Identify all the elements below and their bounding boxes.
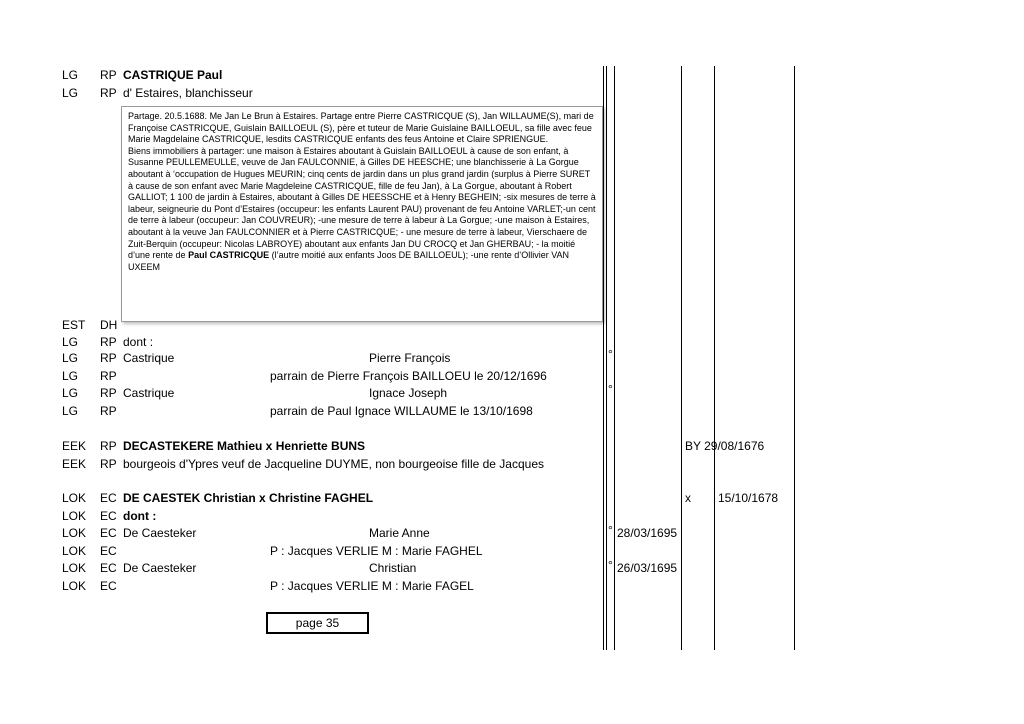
- column-rule-5: [714, 66, 715, 650]
- row-source-code: LOK: [62, 509, 87, 523]
- page-number-box: page 35: [266, 612, 369, 634]
- note-highlight-name: Paul CASTRICQUE: [188, 250, 270, 261]
- row-register-code: EC: [100, 544, 117, 558]
- column-rule-6: [794, 66, 795, 650]
- note-paragraph: Partage. 20.5.1688. Me Jan Le Brun à Estaires. Partage entre Pierre CASTRICQUE (S), Jan WILLAUME(S), mari de Françoise CASTRICQUE, Guislain BAILLOEUL (S), père et tuteur de Marie Guislaine BAILLOEUL, sa fille avec feue Marie Magdelaine CASTRICQUE, lesdits CASTRICQUE enfants des feus Antoine et Claire SPRIENGUE.: [128, 111, 594, 145]
- row-source-code: LOK: [62, 561, 87, 575]
- marriage-symbol: x: [685, 491, 691, 505]
- row-source-code: LG: [62, 404, 79, 418]
- row-register-code: EC: [100, 579, 117, 593]
- row-source-code: EEK: [62, 457, 87, 471]
- row-register-code: EC: [100, 526, 117, 540]
- column-rule-2: [606, 66, 607, 650]
- column-rule-3: [614, 66, 615, 650]
- surname: De Caesteker: [123, 526, 197, 540]
- note-text: (l’autre moitié aux enfants Joos DE BAILLOEUL); -une rente d’Ollivier VAN UXEEM: [128, 250, 570, 272]
- entry-text: d' Estaires, blanchisseur: [123, 86, 253, 100]
- row-register-code: RP: [100, 404, 117, 418]
- entry-heading: CASTRIQUE Paul: [123, 68, 223, 82]
- row-register-code: RP: [100, 386, 117, 400]
- row-register-code: RP: [100, 351, 117, 365]
- row-source-code: LG: [62, 86, 79, 100]
- row-register-code: RP: [100, 369, 117, 383]
- column-rule-1: [603, 66, 604, 650]
- godparents: P : Jacques VERLIE M : Marie FAGEL: [270, 579, 474, 593]
- column-rule-4: [681, 66, 682, 650]
- comment-note: [121, 106, 603, 322]
- birth-date: 28/03/1695: [617, 526, 678, 540]
- row-register-code: EC: [100, 509, 117, 523]
- row-register-code: RP: [100, 68, 117, 82]
- row-source-code: EEK: [62, 439, 87, 453]
- given-names: Pierre François: [369, 351, 451, 365]
- row-source-code: LOK: [62, 491, 87, 505]
- row-source-code: LG: [62, 68, 79, 82]
- row-source-code: EST: [62, 318, 86, 332]
- surname: Castrique: [123, 351, 175, 365]
- surname: Castrique: [123, 386, 175, 400]
- surname: De Caesteker: [123, 561, 197, 575]
- birth-symbol: °: [608, 382, 613, 396]
- entry-heading: dont :: [123, 509, 157, 523]
- row-source-code: LOK: [62, 544, 87, 558]
- row-register-code: EC: [100, 561, 117, 575]
- entry-heading: DECASTEKERE Mathieu x Henriette BUNS: [123, 439, 366, 453]
- marriage-date: BY 29/08/1676: [685, 439, 765, 453]
- row-source-code: LOK: [62, 579, 87, 593]
- entry-text: dont :: [123, 335, 154, 349]
- entry-detail: parrain de Paul Ignace WILLAUME le 13/10/1698: [270, 404, 533, 418]
- row-source-code: LG: [62, 351, 79, 365]
- given-names: Marie Anne: [369, 526, 430, 540]
- given-names: Ignace Joseph: [369, 386, 448, 400]
- entry-text: bourgeois d'Ypres veuf de Jacqueline DUYME, non bourgeoise fille de Jacques: [123, 457, 544, 471]
- given-names: Christian: [369, 561, 417, 575]
- row-register-code: RP: [100, 439, 117, 453]
- entry-detail: parrain de Pierre François BAILLOEU le 20/12/1696: [270, 369, 547, 383]
- row-register-code: RP: [100, 335, 117, 349]
- row-source-code: LG: [62, 369, 79, 383]
- row-source-code: LG: [62, 335, 79, 349]
- birth-date: 26/03/1695: [617, 561, 678, 575]
- birth-symbol: °: [608, 523, 613, 537]
- note-text: Biens immobiliers à partager: une maison à Estaires aboutant à Guislain BAILLOEUL à cause de son enfant, à Susanne PEULLEMEULLE, veuve de Jan FAULCONNIE, à Gilles DE HEESCHE; une blanchisserie à La Gorgue aboutant à ‘occupation de Hugues MEURIN; cinq cents de jardin dans un plus grand jardin (surplus à Pierre SURET à cause de son enfant avec Marie Magdeleine CASTRICQUE, fille de feu Jan), à La Gorgue, aboutant à Robert GALLIOT; 1 100 de jardin à Estaires, aboutant à Gilles DE HEESSCHE et à Henry BEGHEIN; -six mesures de terre à labeur, seigneurie du Pont d’Estaires (occupeur: les enfants Laurent PAU) provenant de feu Antoine VARLET;-un cent de terre à labeur (occupeur: Jan COUVREUR); -une mesure de terre à labeur à La Gorgue; -une maison à Estaires, aboutant à la veuve Jan FAULCONNIER et à Pierre CASTRICQUE; - une mesure de terre à labeur, Vierschaere de Zuit-Berquin (occupeur: Nicolas LABROYE) aboutant aux enfants Jan DU CROCQ et Jan GHERBAU; - la moitié d’une rente de: [128, 145, 596, 261]
- birth-symbol: °: [608, 558, 613, 572]
- row-register-code: EC: [100, 491, 117, 505]
- row-register-code: RP: [100, 86, 117, 100]
- note-paragraph: [128, 146, 596, 274]
- godparents: P : Jacques VERLIE M : Marie FAGHEL: [270, 544, 483, 558]
- entry-heading: DE CAESTEK Christian x Christine FAGHEL: [123, 491, 374, 505]
- birth-symbol: °: [608, 347, 613, 361]
- row-source-code: LOK: [62, 526, 87, 540]
- row-source-code: LG: [62, 386, 79, 400]
- row-register-code: DH: [100, 318, 118, 332]
- row-register-code: RP: [100, 457, 117, 471]
- marriage-date: 15/10/1678: [718, 491, 779, 505]
